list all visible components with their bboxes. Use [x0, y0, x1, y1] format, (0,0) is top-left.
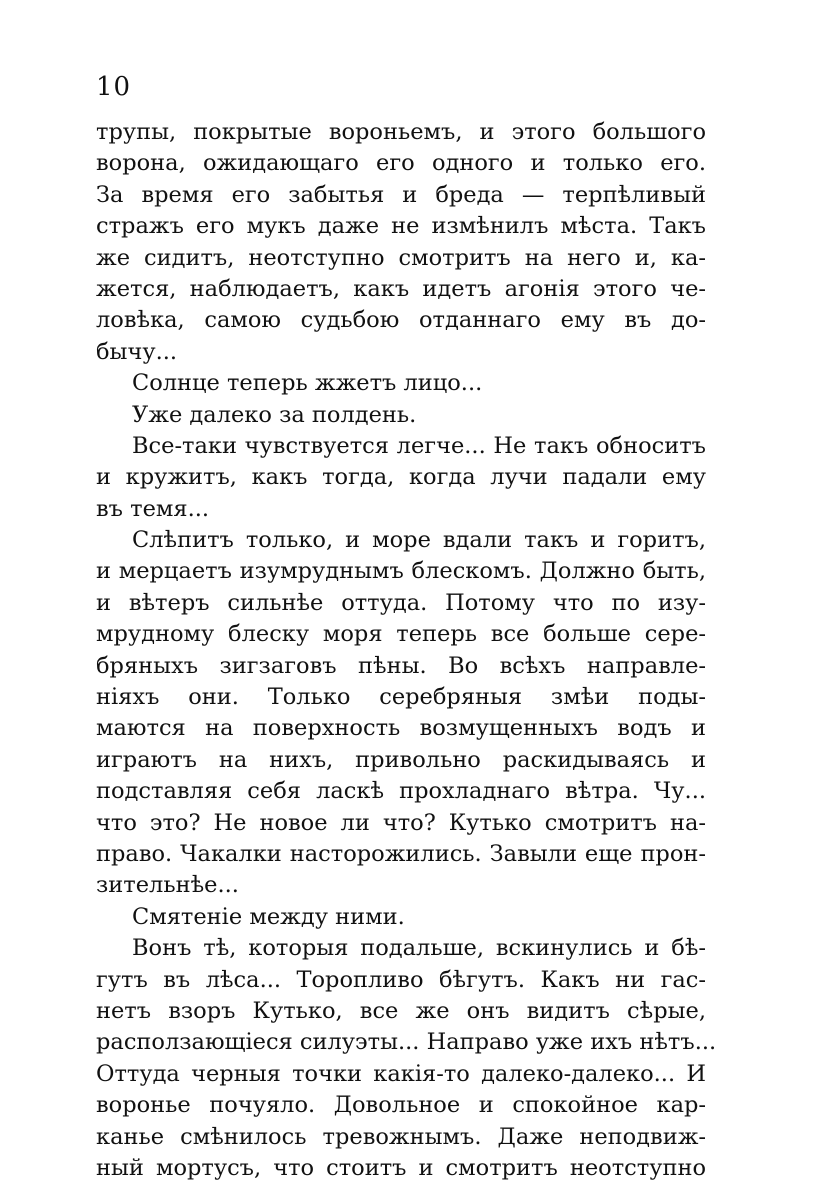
text-line: же сидитъ, неотступно смотритъ на него и, ка-: [96, 244, 706, 271]
paragraph: [96, 525, 706, 902]
text-line: ніяхъ они. Только серебряныя змѣи поды-: [96, 684, 706, 711]
text-line: стражъ его мукъ даже не измѣнилъ мѣста. Такъ: [96, 213, 706, 240]
paragraph: [96, 933, 717, 1184]
text-line: Все-таки чувствуется легче... Не такъ обноситъ: [132, 432, 706, 459]
text-line: трупы, покрытые вороньемъ, и этого большого: [96, 119, 706, 145]
text-line: Смятеніе между ними.: [132, 903, 405, 930]
text-line: За время его забытья и бреда — терпѣливый: [96, 181, 706, 208]
text-line: расползающіеся силуэты... Направо уже ихъ нѣтъ...: [96, 1029, 717, 1056]
text-line: Оттуда черныя точки какія-то далеко-далеко... И: [96, 1060, 706, 1087]
text-line: нетъ взоръ Кутько, все же онъ видитъ сѣрые,: [96, 997, 706, 1024]
text-line: ловѣка, самою судьбою отданнаго ему въ до-: [96, 307, 706, 334]
text-line: Уже далеко за полдень.: [132, 401, 417, 428]
text-line: мрудному блеску моря теперь все больше сере-: [96, 621, 706, 648]
paragraph: [96, 117, 706, 368]
page-number: 10: [96, 72, 132, 102]
text-line: и мерцаетъ изумруднымъ блескомъ. Должно быть,: [96, 558, 706, 585]
text-line: и вѣтеръ сильнѣе оттуда. Потому что по изу-: [96, 589, 706, 616]
text-line: бряныхъ зигзаговъ пѣны. Во всѣхъ направле-: [96, 652, 706, 679]
body-text: [96, 117, 717, 1184]
text-line: зительнѣе...: [96, 872, 239, 899]
text-line: маются на поверхность возмущенныхъ водъ и: [96, 715, 706, 742]
text-line: ворона, ожидающаго его одного и только его.: [96, 150, 706, 177]
text-line: Слѣпитъ только, и море вдали такъ и горитъ,: [132, 527, 706, 554]
text-line: ный мортусъ, что стоитъ и смотритъ неотступно: [96, 1154, 706, 1181]
text-line: жется, наблюдаетъ, какъ идетъ агонія этого че-: [96, 275, 706, 302]
text-line: воронье почуяло. Довольное и спокойное кар-: [96, 1092, 706, 1119]
paragraph: [96, 431, 706, 525]
text-line: и кружитъ, какъ тогда, когда лучи падали ему: [96, 464, 706, 491]
text-line: бычу...: [96, 338, 178, 365]
paragraph: [96, 400, 706, 431]
text-line: въ темя...: [96, 495, 210, 522]
text-line: Вонъ тѣ, которыя подальше, вскинулись и бѣ-: [132, 935, 706, 962]
text-line: Солнце теперь жжетъ лицо...: [132, 370, 483, 397]
text-line: право. Чакалки насторожились. Завыли еще прон-: [96, 840, 706, 867]
text-line: канье смѣнилось тревожнымъ. Даже неподвиж-: [96, 1123, 706, 1150]
text-line: играютъ на нихъ, привольно раскидываясь и: [96, 746, 706, 773]
text-line: подставляя себя ласкѣ прохладнаго вѣтра. Чу...: [96, 778, 706, 805]
text-line: что это? Не новое ли что? Кутько смотритъ на-: [96, 809, 706, 836]
paragraph: [96, 368, 706, 399]
paragraph: [96, 902, 706, 933]
text-line: гутъ въ лѣса... Торопливо бѣгутъ. Какъ ни гас-: [96, 966, 706, 993]
